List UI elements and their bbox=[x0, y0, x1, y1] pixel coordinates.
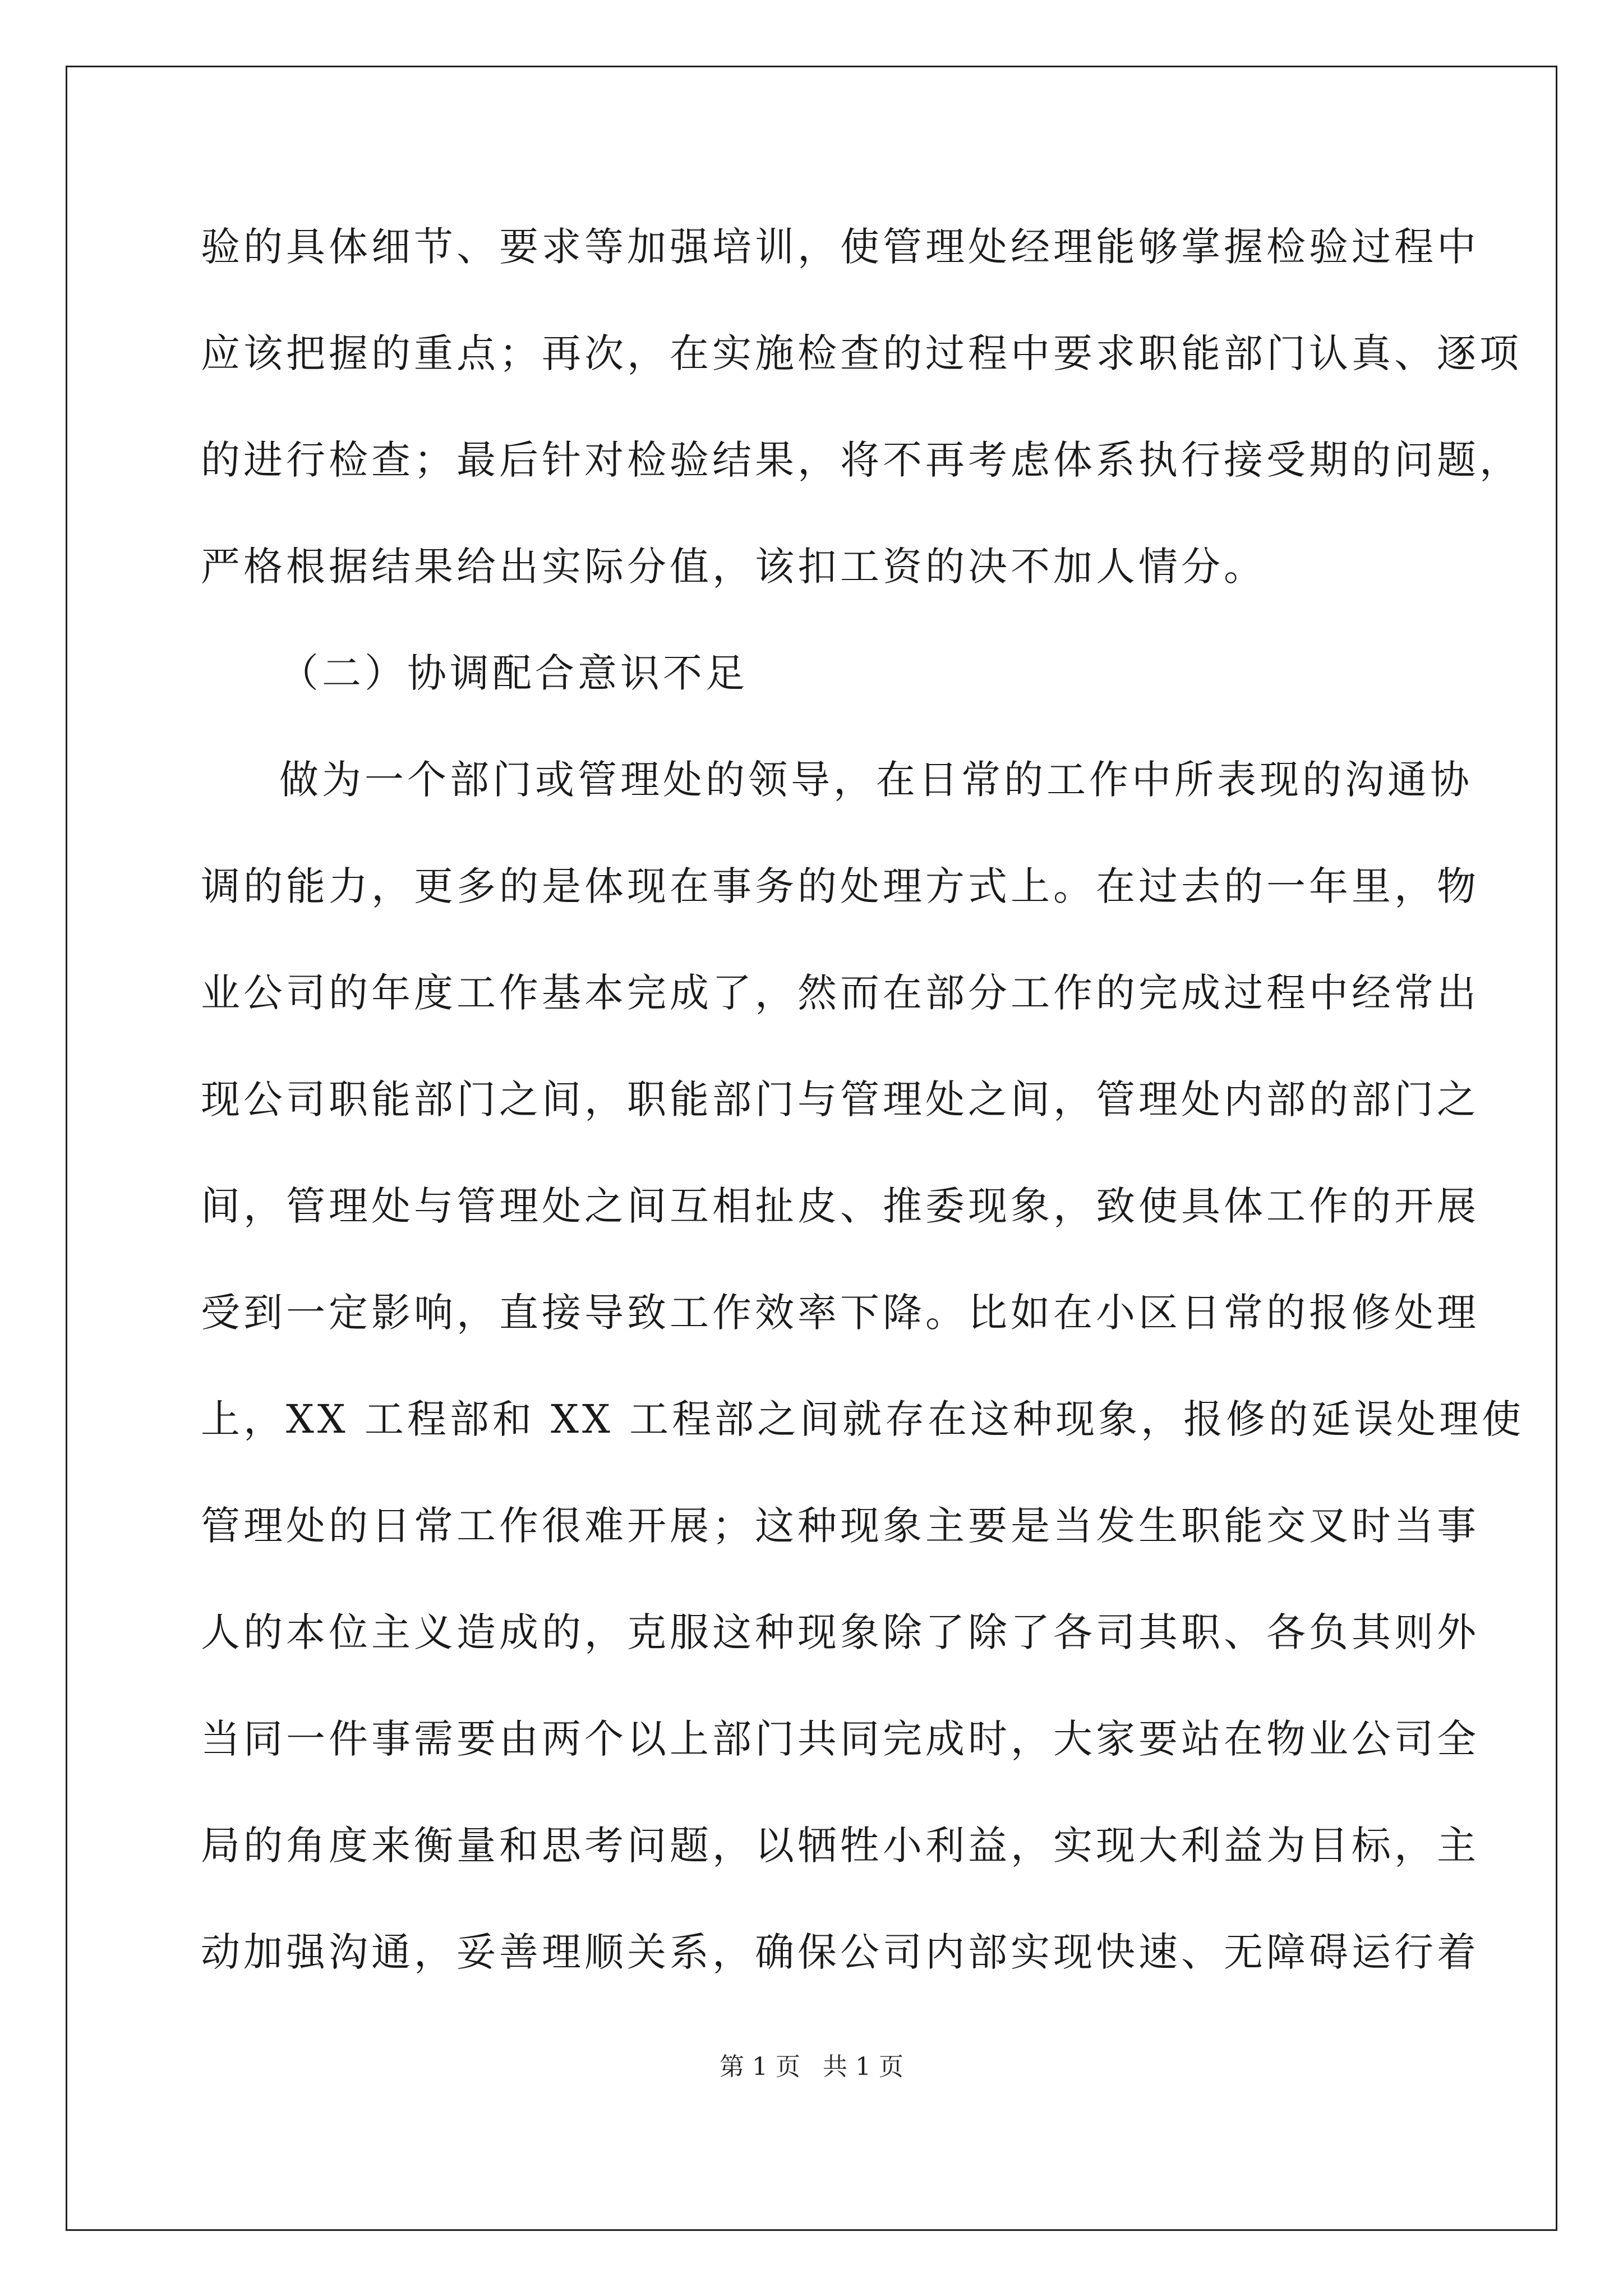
section-heading: （二）协调配合意识不足 bbox=[279, 650, 748, 696]
document-body bbox=[201, 216, 1525, 2028]
text-line: 人的本位主义造成的，克服这种现象除了除了各司其职、各负其则外 bbox=[201, 1609, 1479, 1655]
text-line: 做为一个部门或管理处的领导，在日常的工作中所表现的沟通协 bbox=[279, 757, 1473, 803]
text-line: 严格根据结果给出实际分值，该扣工资的决不加人情分。 bbox=[201, 544, 1266, 590]
text-line: 上，XX 工程部和 XX 工程部之间就存在这种现象，报修的延误处理使 bbox=[201, 1396, 1525, 1442]
text-line: 应该把握的重点；再次，在实施检查的过程中要求职能部门认真、逐项 bbox=[201, 330, 1522, 376]
text-line: 调的能力，更多的是体现在事务的处理方式上。在过去的一年里，物 bbox=[201, 863, 1479, 909]
text-line: 验的具体细节、要求等加强培训，使管理处经理能够掌握检验过程中 bbox=[201, 224, 1479, 270]
text-line: 局的角度来衡量和思考问题，以牺牲小利益，实现大利益为目标，主 bbox=[201, 1823, 1479, 1869]
page-number-current: 第 1 页 bbox=[720, 2053, 800, 2081]
text-line: 当同一件事需要由两个以上部门共同完成时，大家要站在物业公司全 bbox=[201, 1716, 1479, 1762]
page-number-total: 共 1 页 bbox=[823, 2053, 903, 2081]
text-line: 管理处的日常工作很难开展；这种现象主要是当发生职能交叉时当事 bbox=[201, 1503, 1479, 1549]
text-line: 现公司职能部门之间，职能部门与管理处之间，管理处内部的部门之 bbox=[201, 1076, 1479, 1122]
text-line: 的进行检查；最后针对检验结果，将不再考虑体系执行接受期的问题， bbox=[201, 437, 1522, 483]
text-line: 业公司的年度工作基本完成了，然而在部分工作的完成过程中经常出 bbox=[201, 970, 1479, 1016]
page-footer bbox=[0, 2050, 1623, 2084]
text-line: 动加强沟通，妥善理顺关系，确保公司内部实现快速、无障碍运行着 bbox=[201, 1929, 1479, 1975]
text-line: 间，管理处与管理处之间互相扯皮、推委现象，致使具体工作的开展 bbox=[201, 1183, 1479, 1229]
text-line: 受到一定影响，直接导致工作效率下降。比如在小区日常的报修处理 bbox=[201, 1290, 1479, 1336]
